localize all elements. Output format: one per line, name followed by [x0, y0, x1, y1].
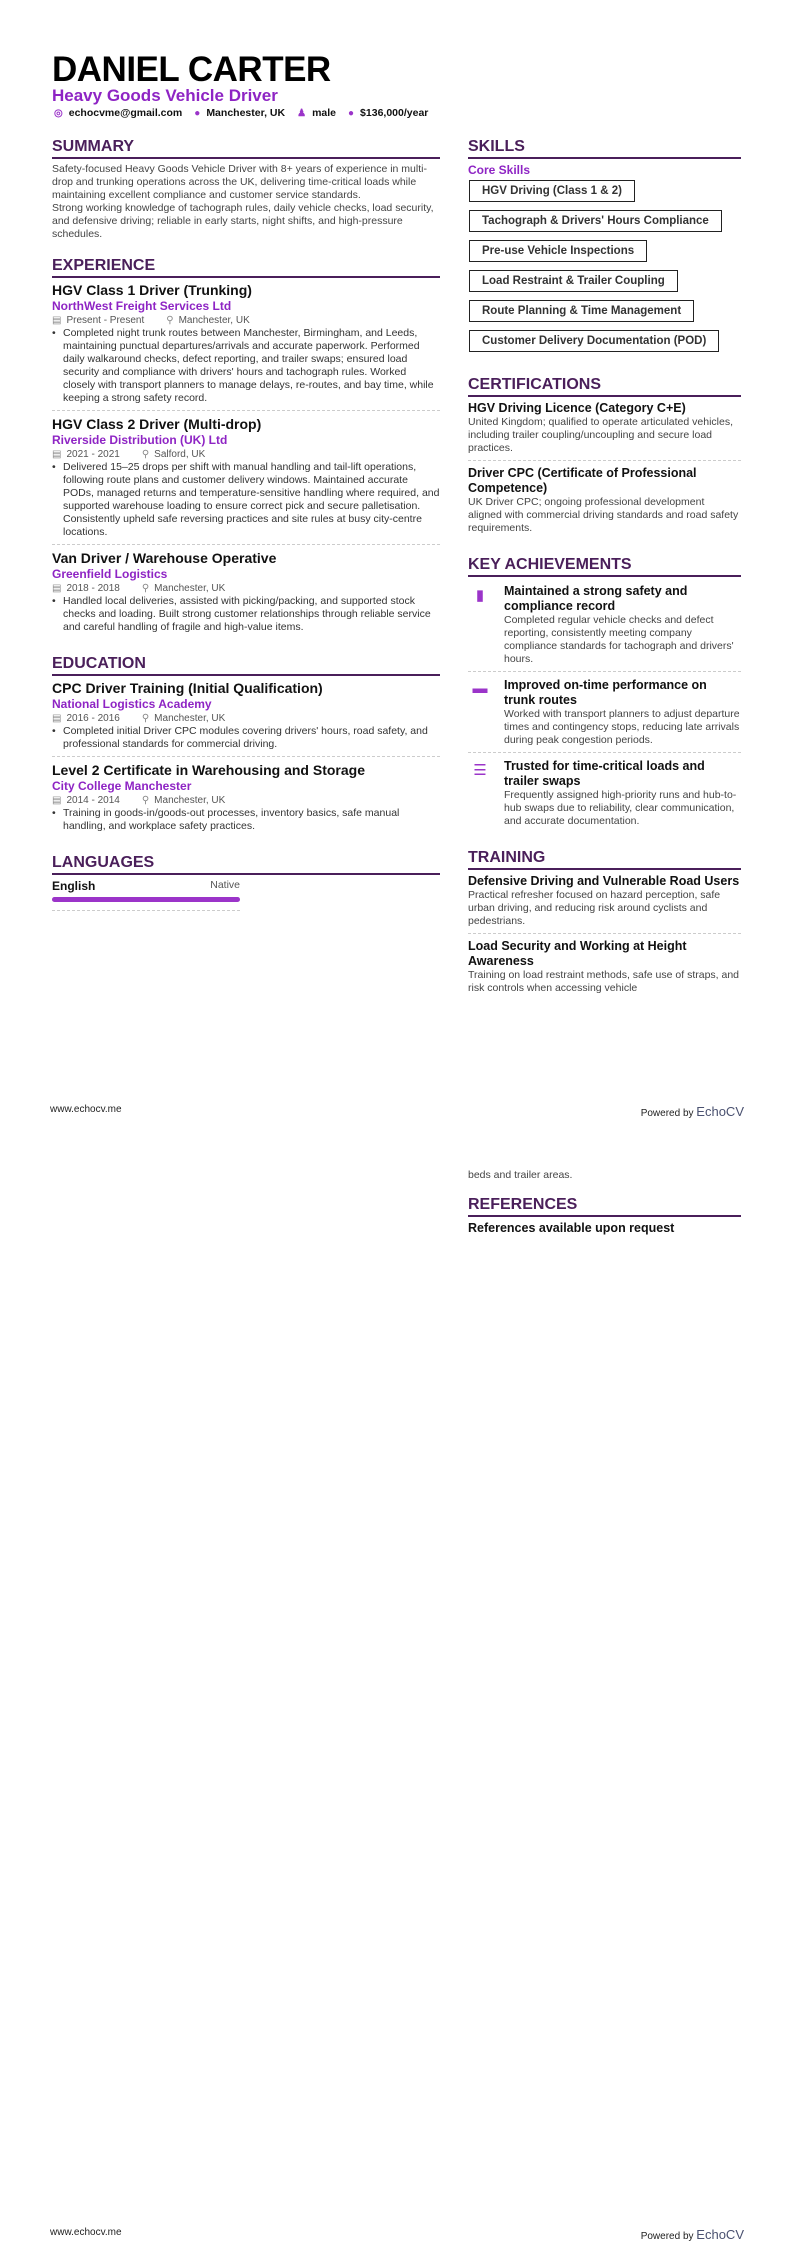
job-title: HGV Class 2 Driver (Multi-drop)	[52, 416, 262, 432]
achievement-desc: Worked with transport planners to adjust departure times and contingency stops, reducing late arrivals during peak congestion periods.	[504, 708, 740, 746]
brand-logo[interactable]: EchoCV	[696, 1104, 744, 1119]
certification-desc: UK Driver CPC; ongoing professional development aligned with commercial driving standards and road safety requirements.	[468, 496, 739, 534]
contact-row	[54, 107, 428, 119]
document-search-icon: ▮	[475, 587, 485, 604]
training-section	[468, 849, 741, 1000]
school: National Logistics Academy	[52, 697, 212, 711]
company: Riverside Distribution (UK) Ltd	[52, 433, 228, 447]
job-title: HGV Class 1 Driver (Trunking)	[52, 282, 252, 298]
achievement-item	[468, 675, 741, 753]
candidate-name: DANIEL CARTER	[52, 50, 331, 89]
summary-paragraph: Strong working knowledge of tachograph rules, daily vehicle checks, load security, and defensive driving; reliable in early starts, night shifts, and high-pressure schedules.	[52, 202, 434, 240]
location-pin-icon: ⚲	[141, 795, 150, 806]
archive-box-icon: ▬	[472, 680, 488, 697]
section-heading: KEY ACHIEVEMENTS	[468, 556, 741, 577]
skill-chip: Route Planning & Time Management	[469, 300, 694, 322]
experience-item	[52, 282, 440, 411]
proficiency-bar	[52, 897, 240, 902]
training-title: Load Security and Working at Height Awareness	[468, 939, 687, 968]
training-title: Defensive Driving and Vulnerable Road Users	[468, 874, 740, 888]
footer-powered	[641, 1104, 744, 1119]
skill-chip: Pre-use Vehicle Inspections	[469, 240, 647, 262]
training-desc: Training on load restraint methods, safe use of straps, and risk controls when accessing vehicle	[468, 969, 740, 994]
experience-item	[52, 550, 440, 639]
gender: male	[312, 107, 336, 119]
footer-powered	[641, 2227, 744, 2242]
degree: CPC Driver Training (Initial Qualification)	[52, 680, 323, 696]
certification-desc: United Kingdom; qualified to operate articulated vehicles, including trailer coupling/uncoupling and secure load practices.	[468, 416, 733, 454]
footer-site-link[interactable]: www.echocv.me	[50, 2227, 122, 2238]
section-heading: CERTIFICATIONS	[468, 376, 741, 397]
calendar-icon: ▤	[52, 449, 62, 460]
calendar-icon: ▤	[52, 315, 62, 326]
bullet: • Completed night trunk routes between Manchester, Birmingham, and Leeds, maintaining punctual departures/arrivals and accurate paperwork. Performed daily walkaround checks, defect reporting, and trailer swaps; ensured load security and compliance with drivers' hours and tachograph rules. Worked closely with transport planners to manage delays, re-routes, and bay time, while keeping a strong safety record.	[52, 327, 440, 405]
skill-chip: Tachograph & Drivers' Hours Compliance	[469, 210, 722, 232]
right-column	[468, 138, 741, 1016]
right-column	[468, 1169, 741, 1252]
language-name: English	[52, 879, 96, 893]
dates: 2021 - 2021	[66, 449, 120, 460]
skill-group-title: Core Skills	[468, 163, 531, 177]
section-heading: SUMMARY	[52, 138, 440, 159]
page-2	[0, 1123, 794, 2246]
location: Manchester, UK	[154, 583, 226, 594]
certification-item	[468, 401, 741, 461]
references-text: References available upon request	[468, 1221, 675, 1235]
location: Salford, UK	[154, 449, 206, 460]
brand-logo[interactable]: EchoCV	[696, 2227, 744, 2242]
section-heading: EXPERIENCE	[52, 257, 440, 278]
calendar-icon: ▤	[52, 583, 62, 594]
section-heading: LANGUAGES	[52, 854, 440, 875]
language-item	[52, 879, 240, 893]
footer-site-link[interactable]: www.echocv.me	[50, 1104, 122, 1115]
section-heading: REFERENCES	[468, 1196, 741, 1217]
skill-chip: Load Restraint & Trailer Coupling	[469, 270, 678, 292]
language-level: Native	[210, 879, 240, 891]
section-heading: SKILLS	[468, 138, 741, 159]
location: Manchester, UK	[178, 315, 250, 326]
location-pin-icon: ⚲	[141, 583, 150, 594]
location-pin-icon: ⚲	[166, 315, 174, 326]
bullet: • Handled local deliveries, assisted with picking/packing, and supported stock checks and loading. Built strong customer relationships through reliable service and careful handling of fragile and high-value items.	[52, 595, 440, 634]
section-heading: EDUCATION	[52, 655, 440, 676]
salary: $136,000/year	[360, 107, 429, 119]
divider	[52, 910, 240, 911]
bullet: • Delivered 15–25 drops per shift with manual handling and tail-lift operations, following route plans and customer delivery windows. Maintained accurate PODs, managed returns and temperature-sensitive handling where required, and supported warehouse loading to ensure correct pick and secure palletisation. Consistently upheld safe reversing practices and site rules at busy city-centre locations.	[52, 461, 440, 539]
dates: 2014 - 2014	[66, 795, 120, 806]
experience-item	[52, 416, 440, 545]
achievement-title: Trusted for time-critical loads and trailer swaps	[504, 759, 705, 788]
school: City College Manchester	[52, 779, 192, 793]
achievement-title: Maintained a strong safety and compliance record	[504, 584, 688, 613]
languages-section	[52, 854, 440, 911]
education-item	[52, 680, 440, 757]
money-icon: ●	[348, 108, 355, 119]
dates: 2016 - 2016	[66, 713, 120, 724]
company: Greenfield Logistics	[52, 567, 168, 581]
proficiency-fill	[52, 897, 240, 902]
training-desc-continued: beds and trailer areas.	[468, 1169, 573, 1181]
achievement-desc: Completed regular vehicle checks and defect reporting, consistently meeting company compliance standards for tachograph and drivers' hours.	[504, 614, 734, 665]
location-pin-icon: ●	[194, 108, 201, 119]
training-desc: Practical refresher focused on hazard perception, safe urban driving, and reducing risk around cyclists and pedestrians.	[468, 889, 721, 927]
dates: Present - Present	[66, 315, 145, 326]
skill-chip: HGV Driving (Class 1 & 2)	[469, 180, 635, 202]
achievement-desc: Frequently assigned high-priority runs and hub-to-hub swaps due to reliability, clear communication, and accurate documentation.	[504, 789, 737, 827]
calendar-icon: ▤	[52, 713, 62, 724]
achievement-title: Improved on-time performance on trunk routes	[504, 678, 707, 707]
training-item	[468, 874, 741, 934]
dates: 2018 - 2018	[66, 583, 120, 594]
skills-section	[468, 138, 741, 360]
training-item	[468, 939, 741, 1000]
summary-section	[52, 138, 440, 241]
certification-item	[468, 466, 741, 540]
location: Manchester, UK	[154, 795, 226, 806]
references-section	[468, 1196, 741, 1236]
job-title: Heavy Goods Vehicle Driver	[52, 86, 278, 105]
certification-title: HGV Driving Licence (Category C+E)	[468, 401, 686, 415]
achievement-item	[468, 756, 741, 833]
location: Manchester, UK	[154, 713, 226, 724]
location-pin-icon: ⚲	[141, 449, 150, 460]
education-item	[52, 762, 440, 838]
certifications-section	[468, 376, 741, 540]
powered-by-text: Powered by	[640, 1108, 694, 1119]
section-heading: TRAINING	[468, 849, 741, 870]
certification-title: Driver CPC (Certificate of Professional Competence)	[468, 466, 697, 495]
calendar-icon: ▤	[52, 795, 62, 806]
experience-section	[52, 257, 440, 639]
degree: Level 2 Certificate in Warehousing and Storage	[52, 762, 365, 778]
job-title: Van Driver / Warehouse Operative	[52, 550, 277, 566]
location-pin-icon: ⚲	[141, 713, 150, 724]
powered-by-text: Powered by	[640, 2231, 694, 2242]
achievement-item	[468, 581, 741, 672]
email[interactable]: echocvme@gmail.com	[68, 107, 183, 119]
bars-icon: ☰	[473, 762, 487, 779]
summary-paragraph: Safety-focused Heavy Goods Vehicle Driver with 8+ years of experience in multi-drop and trunking operations across the UK, delivering time-critical loads while maintaining excellent compliance and customer service standards.	[52, 163, 427, 201]
achievements-section	[468, 556, 741, 833]
education-section	[52, 655, 440, 838]
bullet: • Training in goods-in/goods-out processes, inventory basics, safe manual handling, and workplace safety practices.	[52, 807, 440, 833]
bullet: • Completed initial Driver CPC modules covering drivers' hours, road safety, and professional standards for commercial driving.	[52, 725, 440, 751]
left-column	[52, 138, 440, 927]
user-icon: ♟	[297, 108, 307, 119]
location: Manchester, UK	[206, 107, 286, 119]
company: NorthWest Freight Services Ltd	[52, 299, 232, 313]
at-icon: ◎	[54, 108, 63, 119]
skill-chip: Customer Delivery Documentation (POD)	[469, 330, 719, 352]
